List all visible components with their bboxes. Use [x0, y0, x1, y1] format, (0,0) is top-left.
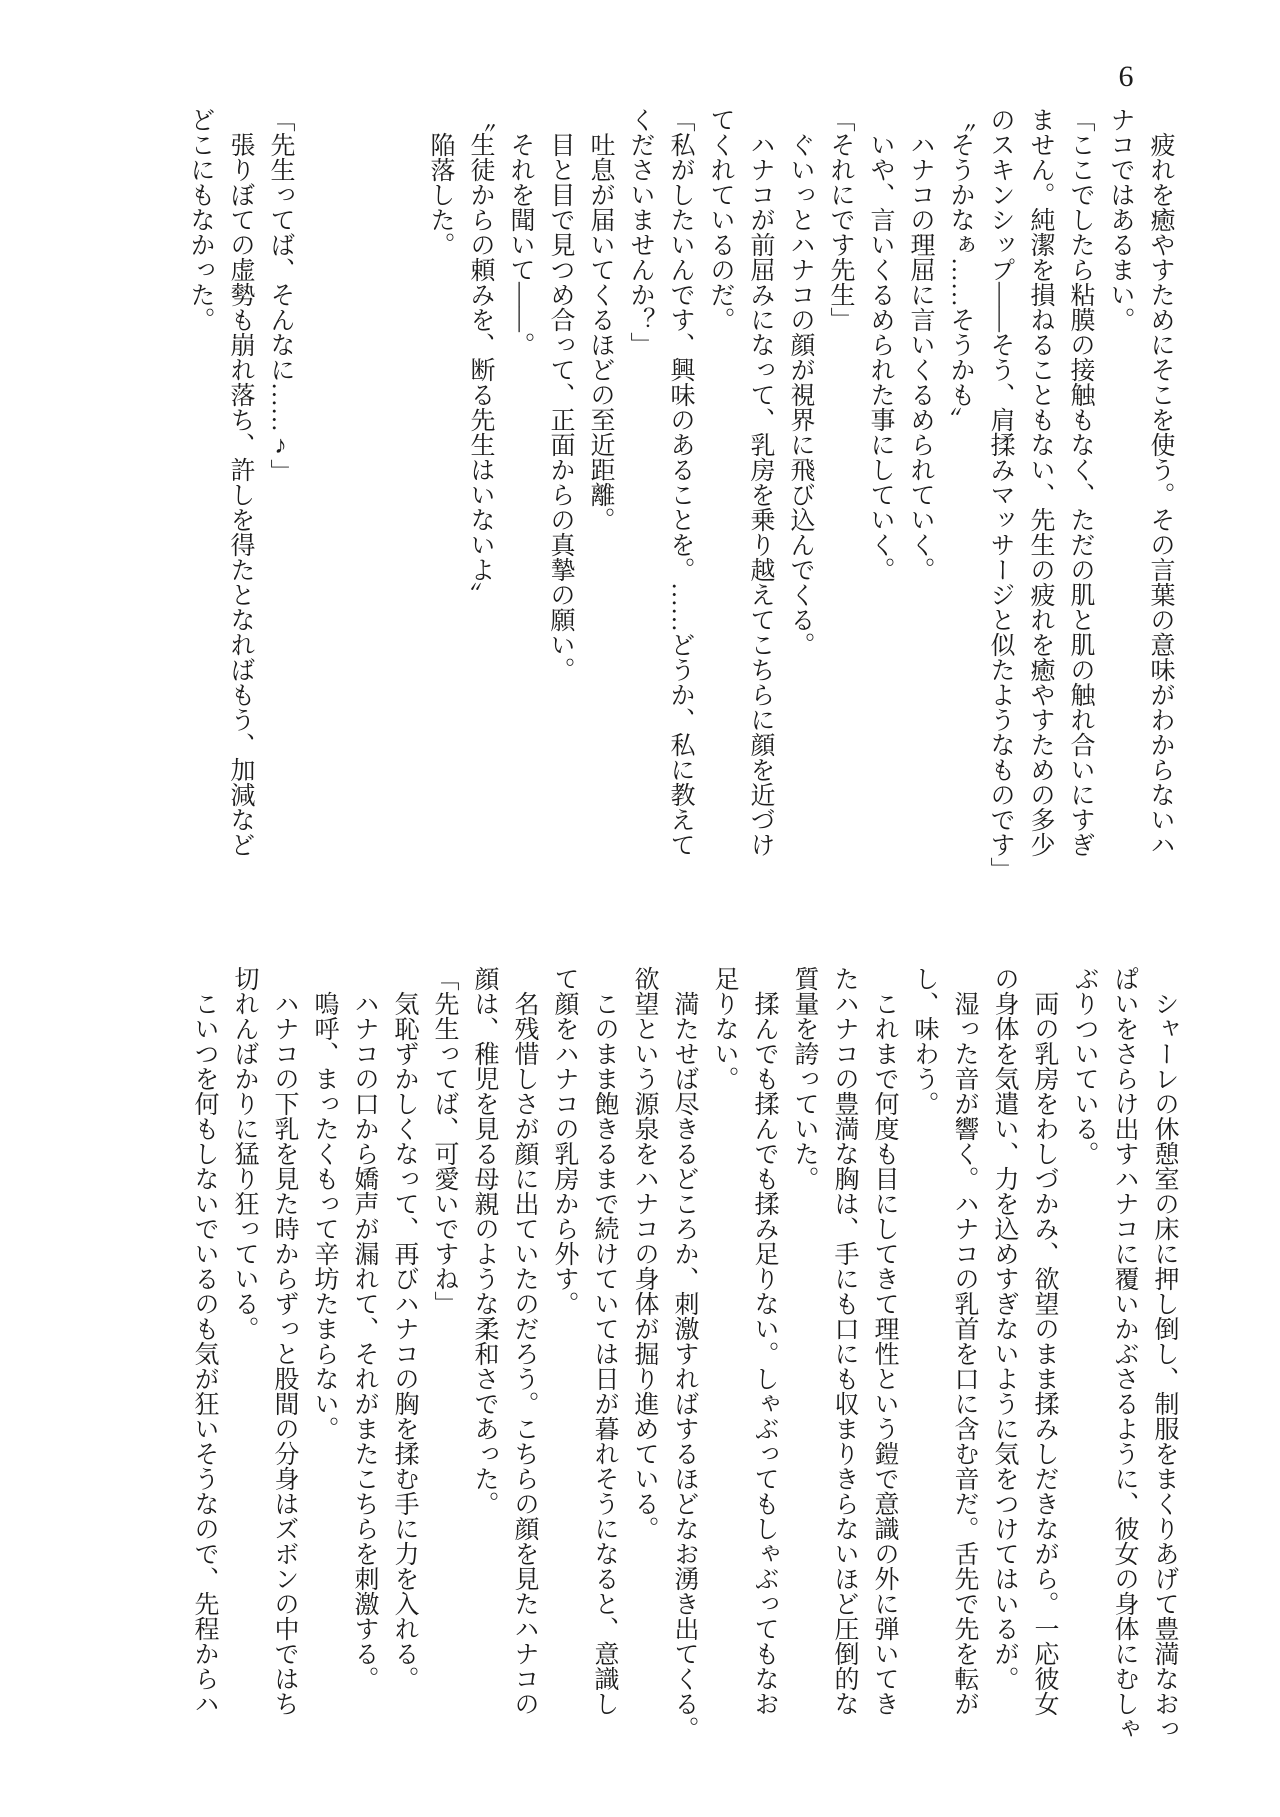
text-line: 質量を誇っていた。 — [791, 966, 818, 1191]
text-line: 「私がしたいんです、興味のあることを。……どうか、私に教えて — [667, 107, 694, 857]
text-line: 名残惜しさが顔に出ていたのだろう。こちらの顔を見たハナコの — [511, 991, 538, 1716]
text-line: 陥落した。 — [427, 132, 454, 257]
text-line: このまま飽きるまで続けていては日が暮れそうになると、意識し — [591, 991, 618, 1716]
text-line: 「先生ってば、そんなに……♪」 — [267, 107, 294, 484]
text-line: 「それにです先生」 — [827, 107, 854, 332]
text-line: ハナコの口から嬌声が漏れて、それがまたこちらを刺激する。 — [351, 991, 378, 1691]
text-line: 湿った音が響く。ハナコの乳首を口に含む音だ。舌先で先を転が — [951, 991, 978, 1716]
text-line: ハナコの理屈に言いくるめられていく。 — [907, 132, 934, 582]
text-line: 吐息が届いてくるほどの至近距離。 — [587, 132, 614, 532]
blank-line — [300, 107, 340, 882]
text-line: 満たせば尽きるどころか、刺激すればするほどなお湧き出てくる。 — [671, 991, 698, 1741]
text-line: いや、言いくるめられた事にしていく。 — [867, 132, 894, 582]
text-line: 「ここでしたら粘膜の接触もなく、ただの肌と肌の触れ合いにすぎ — [1067, 107, 1094, 857]
text-line: 揉んでも揉んでも揉み足りない。しゃぶってもしゃぶってもなお — [751, 991, 778, 1716]
text-line: ハナコの下乳を見た時からずっと股間の分身はズボンの中ではち — [271, 991, 298, 1716]
text-line: 嗚呼、まったくもって辛坊たまらない。 — [311, 991, 338, 1441]
text-line: のスキンシップ――そう、肩揉みマッサージと似たようなものです」 — [987, 107, 1014, 882]
text-line: て顔をハナコの乳房から外す。 — [551, 966, 578, 1316]
text-line: し、味わう。 — [911, 966, 938, 1116]
text-line: ぱいをさらけ出すハナコに覆いかぶさるように、彼女の身体にむしゃ — [1111, 966, 1138, 1741]
text-line: ぐいっとハナコの顔が視界に飛び込んでくる。 — [787, 132, 814, 657]
text-line: 疲れを癒やすためにそこを使う。その言葉の意味がわからないハ — [1147, 132, 1174, 857]
text-line: 切れんばかりに猛り狂っている。 — [231, 966, 258, 1341]
blank-line — [380, 107, 420, 882]
text-line: こいつを何もしないでいるのも気が狂いそうなので、先程からハ — [191, 991, 218, 1716]
text-line: 顔は、稚児を見る母親のような柔和さであった。 — [471, 966, 498, 1516]
text-line: たハナコの豊満な胸は、手にも口にも収まりきらないほど圧倒的な — [831, 966, 858, 1716]
text-line: 〝そうかなぁ……そうかも〟 — [947, 107, 974, 432]
text-line: 両の乳房をわしづかみ、欲望のまま揉みしだきながら。一応彼女 — [1031, 991, 1058, 1716]
text-line: ぶりついている。 — [1071, 966, 1098, 1166]
text-line: ハナコが前屈みになって、乳房を乗り越えてこちらに顔を近づけ — [747, 132, 774, 857]
text-line: 気恥ずかしくなって、再びハナコの胸を揉む手に力を入れる。 — [391, 991, 418, 1691]
text-line: シャーレの休憩室の床に押し倒し、制服をまくりあげて豊満なおっ — [1151, 991, 1178, 1741]
text-line: くださいませんか？」 — [627, 107, 654, 357]
text-line: 目と目で見つめ合って、正面からの真摯の願い。 — [547, 132, 574, 682]
text-block-top — [180, 107, 1180, 882]
text-line: それを聞いて――。 — [507, 132, 534, 357]
text-line: 「先生ってば、可愛いですね」 — [431, 966, 458, 1316]
text-line: どこにもなかった。 — [187, 107, 214, 332]
text-line: の身体を気遣い、力を込めすぎないように気をつけてはいるが。 — [991, 966, 1018, 1691]
text-block-bottom — [184, 966, 1184, 1741]
text-line: 〝生徒からの頼みを、断る先生はいないよ〟 — [467, 107, 494, 607]
text-line: ません。純潔を損ねることもない、先生の疲れを癒やすための多少 — [1027, 107, 1054, 857]
text-line: 張りぼての虚勢も崩れ落ち、許しを得たとなればもう、加減など — [227, 132, 254, 857]
page-number: 6 — [1118, 60, 1134, 93]
blank-line — [340, 107, 380, 882]
text-line: 足りない。 — [711, 966, 738, 1091]
text-line: これまで何度も目にしてきて理性という鎧で意識の外に弾いてき — [871, 991, 898, 1716]
text-line: ナコではあるまい。 — [1107, 107, 1134, 332]
text-line: てくれているのだ。 — [707, 107, 734, 332]
text-line: 欲望という源泉をハナコの身体が掘り進めている。 — [631, 966, 658, 1541]
